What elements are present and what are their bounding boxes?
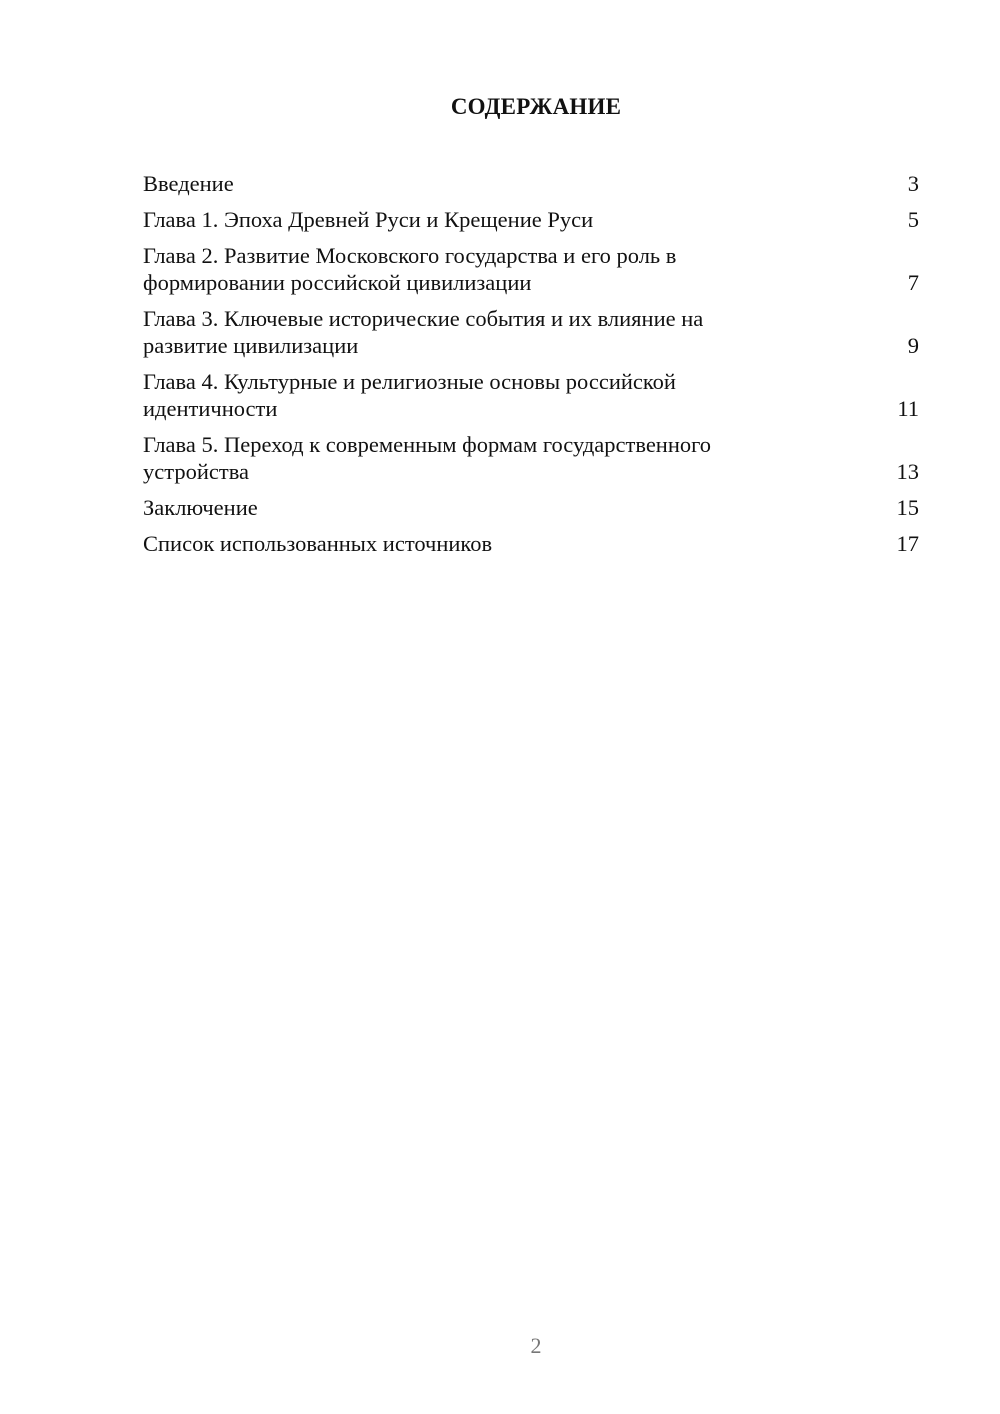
toc-entry-title-line: устройства: [143, 459, 250, 484]
toc-entry-title-line: Введение: [143, 171, 234, 196]
toc-entry-page-number: 5: [907, 207, 919, 232]
toc-entry-title-line: Глава 1. Эпоха Древней Руси и Крещение Руси: [143, 207, 594, 232]
toc-entry-title-line: развитие цивилизации: [143, 333, 359, 358]
toc-entry-title-line: Глава 2. Развитие Московского государства и его роль в: [143, 243, 677, 268]
toc-entry-title: [143, 530, 492, 557]
toc-entry-title: [143, 494, 258, 521]
toc-entry-chapter-3[interactable]: [143, 305, 919, 359]
toc-entry-title: [143, 305, 703, 359]
toc-entry-title: [143, 368, 676, 422]
toc-entry-title-line: Глава 3. Ключевые исторические события и их влияние на: [143, 306, 704, 331]
toc-entry-page-number: 11: [897, 396, 919, 421]
toc-entry-page-number: 7: [907, 270, 919, 295]
page-number: 2: [530, 1333, 542, 1358]
toc-entry-references[interactable]: [143, 530, 919, 557]
page-title: СОДЕРЖАНИЕ: [450, 94, 622, 119]
toc-entry-introduction[interactable]: [143, 170, 919, 197]
toc-entry-chapter-4[interactable]: [143, 368, 919, 422]
toc-entry-page-number: 17: [896, 531, 919, 556]
toc-entry-title-line: Список использованных источников: [143, 531, 493, 556]
toc-entry-title-line: формировании российской цивилизации: [143, 270, 532, 295]
toc-entry-title-line: Глава 5. Переход к современным формам государственного: [143, 432, 712, 457]
toc-entry-chapter-5[interactable]: [143, 431, 919, 485]
toc-entry-page-number: 15: [896, 495, 919, 520]
toc-entry-title: [143, 170, 234, 197]
table-of-contents: [143, 170, 919, 566]
toc-entry-title-line: идентичности: [143, 396, 278, 421]
toc-entry-title: [143, 242, 676, 296]
toc-entry-title: [143, 431, 711, 485]
toc-entry-title-line: Глава 4. Культурные и религиозные основы российской: [143, 369, 676, 394]
toc-entry-title: [143, 206, 593, 233]
toc-entry-conclusion[interactable]: [143, 494, 919, 521]
toc-entry-chapter-1[interactable]: [143, 206, 919, 233]
toc-entry-page-number: 3: [907, 171, 919, 196]
toc-entry-page-number: 9: [907, 333, 919, 358]
toc-entry-title-line: Заключение: [143, 495, 258, 520]
toc-entry-page-number: 13: [896, 459, 919, 484]
toc-entry-chapter-2[interactable]: [143, 242, 919, 296]
